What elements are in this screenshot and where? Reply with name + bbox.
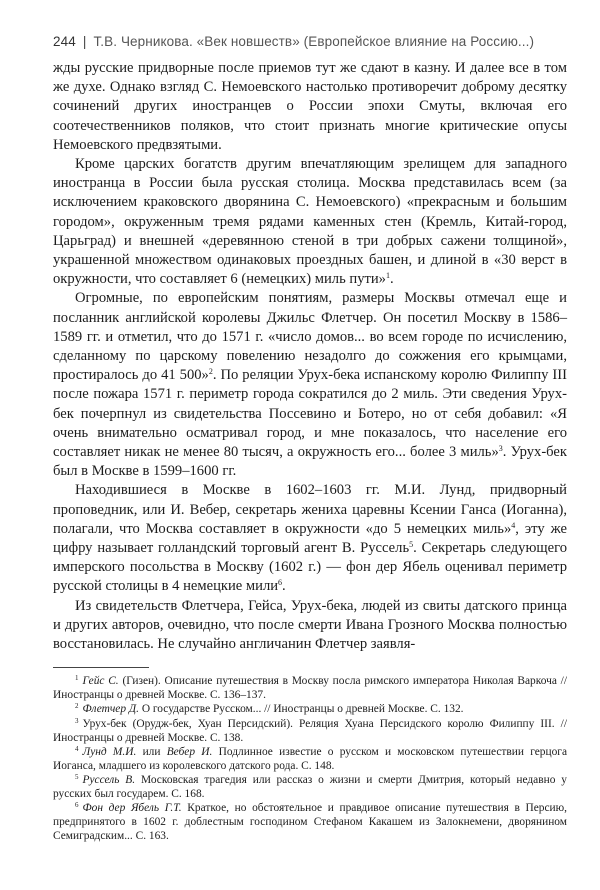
paragraph-2: Кроме царских богатств другим впечатляющим зрелищем для западного иностранца в России была русская столица. Москва представилась всем (за исключением краковского дворянина С. Немоевского) «прекрасным и большим городом», окруженным тремя рядами каменных стен (Кремль, Китай-город, Царьград) и внешней «деревянною стеной в три добрых сажени толщиной», украшенной множеством одинаковых проездных башен, и длиной в «30 верст в окружности, что составляет 6 (немецких) миль пути»$^1$.	[53, 156, 567, 288]
paragraph-1: жды русские придворные после приемов тут же сдают в казну. И далее все в том же духе. Однако взгляд С. Немоевского настолько противоречит доброму десятку сочинений других иностранцев о России эпохи Смуты, включая его соотечественников поляков, что стоит признать многие критические опусы Немоевского предвзятыми.	[53, 60, 567, 153]
main-text	[53, 59, 567, 654]
footnote-divider	[53, 667, 149, 668]
header-separator: |	[82, 34, 87, 49]
footnote-ref-3: 3	[498, 444, 503, 454]
paragraph-3: Огромные, по европейским понятиям, размеры Москвы отмечал еще и посланник английской королевы Джильс Флетчер. Он посетил Москву в 1586–1589 гг. и отметил, что до 1571 г. «число домов... во всем городе по исчислению, сделанному по царскому повелению незадолго до сожжения его крымцами, простиралось до 41 500»$^2$. По реляции Урух-бека испанскому королю Филиппу III после пожара 1571 г. периметр города сократился до 2 миль. Эти сведения Урух-бек почерпнул из свидетельства Поссевино и Ботеро, но от себя добавил: «Я очень внимательно осматривал город, и мне показалось, что население его составляет никак не менее 80 тысяч, а окружность его... более 3 миль»$^3$. Урух-бек был в Москве в 1599–1600 гг.	[53, 290, 567, 480]
footnote: $^2$ Флетчер Д. О государстве Русском... // Иностранцы о древней Москве. С. 132.	[75, 702, 464, 716]
running-title: Т.В. Черникова. «Век новшеств» (Европейское влияние на Россию...)	[93, 34, 535, 49]
footnote: $^1$ Гейс С. (Гизен). Описание путешествия в Москву посла римского императора Николая Варкоча // Иностранцы о древней Москве. С. 136–137.	[53, 674, 567, 702]
paragraph-5: Из свидетельств Флетчера, Гейса, Урух-бека, людей из свиты датского принца и других авторов, очевидно, что после смерти Ивана Грозного Москва полностью восстановилась. Не случайно англичанин Флетчер заявля-	[53, 597, 567, 653]
footnote-ref-1: 1	[385, 271, 390, 281]
footnote: $^3$ Урух-бек (Орудж-бек, Хуан Персидский). Реляция Хуана Персидского королю Филиппу III. // Иностранцы о древней Москве. С. 138.	[53, 716, 567, 744]
footnote: $^6$ Фон дер Ябель Г.Т. Краткое, но обстоятельное и правдивое описание путешествия в Персию, предпринятого в 1602 г. доблестным господином Стефаном Какашем из Залокнемени, дворянином Семиградским... С. 163.	[53, 801, 567, 843]
paragraph-4: Находившиеся в Москве в 1602–1603 гг. М.И. Лунд, придворный проповедник, или И. Вебер, секретарь жениха царевны Ксении Ганса (Иоганна), полагали, что Москва составляет в окружности «до 5 немецких миль»$^4$, эту же цифру называет голландский торговый агент В. Руссель$^5$. Секретарь следующего имперского посольства в Москву (1602 г.) — фон дер Ябель оценивал периметр русской столицы в 4 немецкие мили$^6$.	[53, 482, 568, 595]
footnote-ref-2: 2	[208, 367, 213, 377]
book-page	[53, 34, 567, 843]
footnote: $^4$ Лунд М.И. или Вебер И. Подлинное известие о русском и московском путешествии герцога Иоганса, младшего из королевского датского рода. С. 148.	[53, 744, 567, 772]
footnotes	[53, 674, 567, 843]
running-header	[53, 34, 567, 49]
footnote-ref-5: 5	[409, 540, 414, 550]
footnote: $^5$ Руссель В. Московская трагедия или рассказ о жизни и смерти Дмитрия, который недавно у русских был государем. С. 168.	[53, 772, 567, 801]
footnote-ref-6: 6	[278, 578, 283, 588]
footnote-ref-4: 4	[511, 520, 516, 530]
page-number: 244	[53, 34, 76, 49]
